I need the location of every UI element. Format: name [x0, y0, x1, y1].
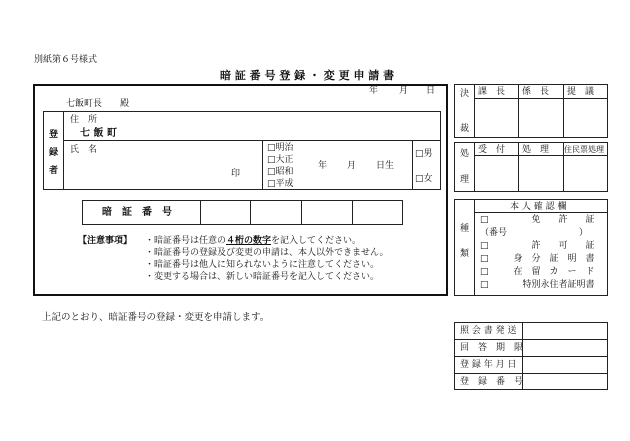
kessai-label-1: 決 — [460, 89, 470, 99]
office-row-registration-date: 登 録 年 月 日 — [460, 360, 517, 370]
identity-heading: 本 人 確 認 欄 — [510, 202, 567, 212]
note-emphasis: ４桁の数字 — [226, 236, 272, 246]
date-month-label: 月 — [399, 86, 409, 96]
date-day-label: 日 — [426, 86, 436, 96]
pin-digit-3[interactable] — [302, 201, 351, 224]
birth-day-label: 日生 — [376, 161, 395, 171]
approval-col-subsection-chief: 係 長 — [522, 87, 550, 97]
date-year-label: 年 — [369, 86, 379, 96]
office-row-reply-deadline: 回 答 期 限 — [460, 343, 524, 353]
pin-digit-2[interactable] — [251, 201, 300, 224]
sex-checkbox-male[interactable]: □ 男 — [415, 150, 433, 159]
addressee: 七飯町長 殿 — [66, 99, 130, 109]
processing-col-resident-record: 住民票処理 — [564, 145, 604, 154]
note-item: ・暗証番号は任意の４桁の数字を記入してください。 — [145, 236, 362, 246]
office-row-registration-number: 登 録 番 号 — [460, 377, 524, 387]
birth-month-label: 月 — [347, 161, 357, 171]
identity-label-1: 種 — [460, 224, 470, 234]
form-code: 別紙第６号様式 — [34, 55, 98, 65]
registrant-box — [43, 111, 441, 190]
birth-year-label: 年 — [318, 161, 328, 171]
registrant-label-1: 登 — [49, 130, 59, 140]
id-checkbox-residence-card[interactable]: □ 在 留 カ ー ド — [480, 268, 595, 277]
processing-label-2: 理 — [460, 175, 470, 185]
note-item: ・暗証番号の登録及び変更の申請は、本人以外できません。 — [145, 248, 389, 258]
approval-col-proposer: 提 議 — [567, 87, 595, 97]
office-row-inquiry-sent: 照 会 書 発 送 — [460, 326, 517, 336]
era-checkbox-meiji[interactable]: □ 明治 — [267, 144, 294, 153]
id-checkbox-license[interactable]: □ 免 許 証 — [480, 216, 595, 225]
id-checkbox-permit[interactable]: □ 許 可 証 — [480, 242, 595, 251]
processing-col-processing: 処 理 — [522, 145, 550, 155]
id-number-field[interactable]: （番号 ） — [480, 228, 589, 238]
processing-label-1: 処 — [460, 149, 470, 159]
era-checkbox-showa[interactable]: □ 昭和 — [267, 168, 294, 177]
address-label: 住 所 — [70, 115, 98, 125]
registrant-label-2: 録 — [49, 148, 59, 158]
note-item: ・変更する場合は、新しい暗証番号を記入してください。 — [145, 272, 380, 282]
notes-heading: 【注意事項】 — [78, 236, 133, 246]
pin-digit-4[interactable] — [353, 201, 402, 224]
registrant-label-3: 者 — [49, 166, 59, 176]
era-checkbox-heisei[interactable]: □ 平成 — [267, 180, 294, 189]
note-item: ・暗証番号は他人に知られないように注意してください。 — [145, 260, 380, 270]
application-statement: 上記のとおり、暗証番号の登録・変更を申請します。 — [42, 312, 270, 323]
processing-col-reception: 受 付 — [478, 145, 506, 155]
sex-checkbox-female[interactable]: □ 女 — [415, 175, 433, 184]
pin-label: 暗 証 番 号 — [102, 207, 172, 218]
approval-col-section-chief: 課 長 — [478, 87, 506, 97]
kessai-label-2: 裁 — [460, 124, 470, 134]
pin-digit-1[interactable] — [201, 201, 249, 224]
id-checkbox-special-resident[interactable]: □ 特別永住者証明書 — [480, 281, 595, 290]
form-title: 暗 証 番 号 登 録 ・ 変 更 申 請 書 — [220, 69, 395, 82]
id-checkbox-id-card[interactable]: □ 身 分 証 明 書 — [480, 255, 595, 264]
address-field[interactable]: 七 飯 町 — [80, 128, 117, 139]
identity-label-2: 類 — [460, 249, 470, 259]
era-checkbox-taisho[interactable]: □ 大正 — [267, 156, 294, 165]
name-label: 氏 名 — [70, 145, 98, 155]
seal-mark: 印 — [231, 169, 241, 179]
